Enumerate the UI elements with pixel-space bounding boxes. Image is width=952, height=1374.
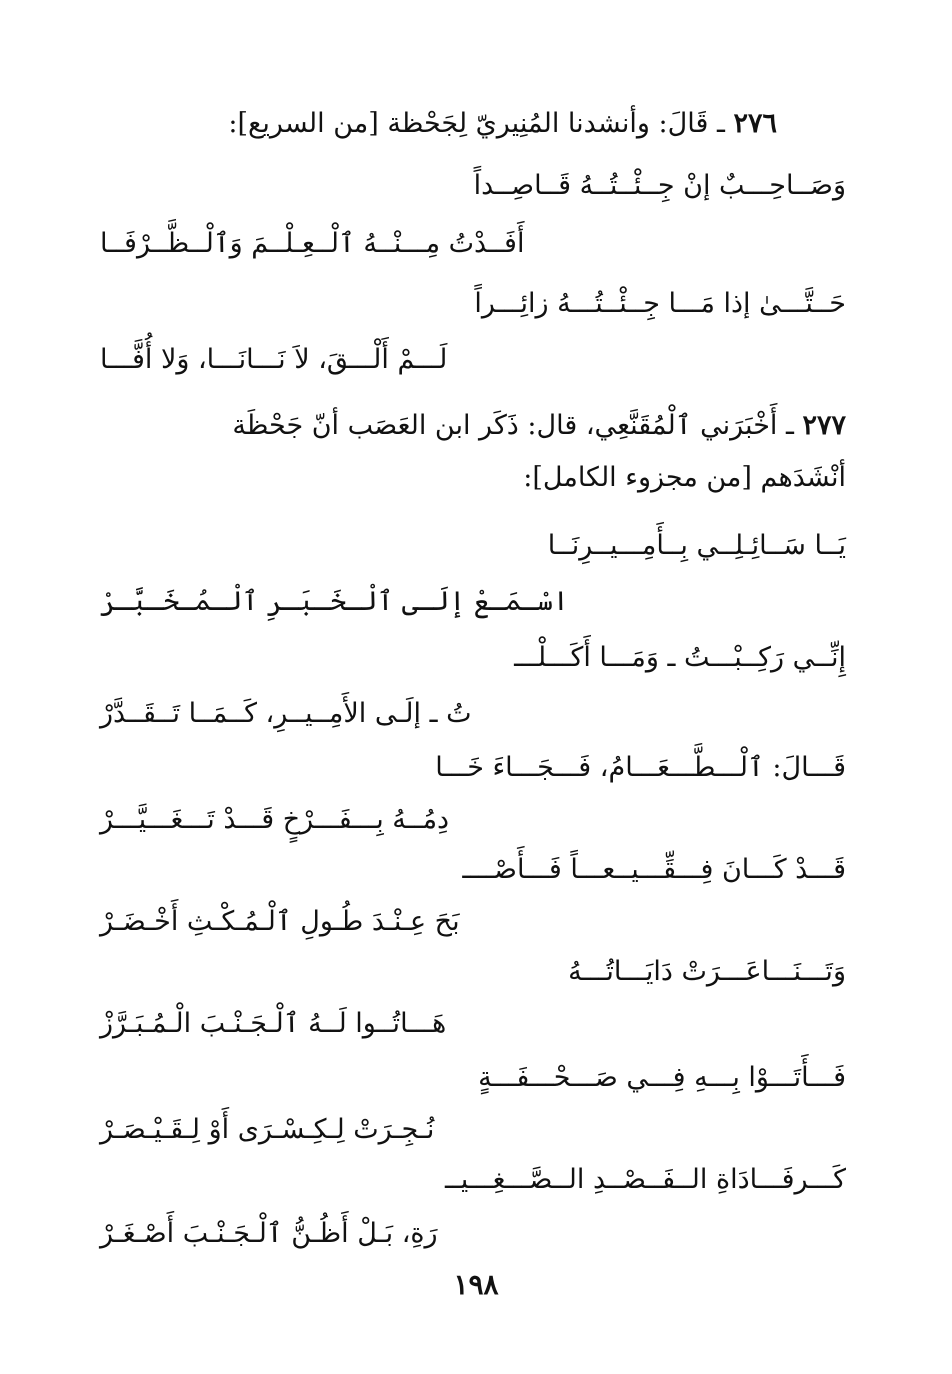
verse-276-1: وَصَــاحِـــبٌ إنْ جِــئْــتُــهُ قَــاصِــداً	[473, 170, 846, 201]
verse-277-6: دِمُــهُ بِـــفَـــرْخٍ قَـــدْ تَـــغَـــيَّـــرْ	[100, 804, 450, 835]
verse-277-5: قَـــالَ: ٱلْـــطَّـــعَـــامُ، فَـــجَـــاءَ خَـــا	[435, 752, 846, 783]
verse-276-4: لَـــمْ أَلْـــقَ، لاَ نَـــانَـــا، وَلا أُفَّـــا	[100, 344, 448, 375]
verse-277-1: يَــا سَــائِـلِــي بِــأَمِـــيــرِنَــا	[547, 530, 846, 561]
verse-277-10: هَـــاتُــوا لَــهُ ٱلْـجَـنْـبَ الْـمُـبَـرَّزْ	[100, 1008, 447, 1039]
verse-276-3: حَــتَّـــىٰ إذا مَـــا جِــئْــتُـــهُ زائِـــراً	[474, 288, 846, 319]
page-number: ١٩٨	[453, 1268, 499, 1301]
entry-276-text: ـ قَالَ: وأنشدنا المُنِيريّ لِجَحْظة [من السريع]:	[228, 108, 725, 139]
entry-276-number: ٢٧٦	[733, 108, 777, 139]
entry-276-heading	[228, 104, 777, 144]
entry-277-line2: أنْشَدَهم [من مجزوء الكامل]:	[523, 462, 846, 493]
verse-277-9: وَتَـــنَـــاعَـــرَتْ دَايَـــاتُـــهُ	[568, 956, 846, 987]
verse-277-7: قَـــدْ كَـــانَ فِـــقِّـــيــعـــاً فَـــأَصْــــ	[462, 854, 846, 885]
entry-277-line1: ـ أَخْبَرَني ٱلْمُقَنَّعِي، قال: ذَكَر ابن العَصَب أنّ جَحْظَة	[232, 410, 794, 441]
verse-277-8: بَحَ عِـنْـدَ طُـولِ ٱلْـمُـكْـثِ أَخْـضَـرْ	[100, 906, 460, 937]
verse-276-2: أَفَــدْتُ مِـــنْــهُ ٱلْــعِـلْــمَ وَٱلْــظَّــرْفَــا	[100, 228, 525, 259]
verse-277-11: فَـــأَتَـــوْا بِـــهِ فِـــي صَـــحْـــفَـــةٍ	[478, 1062, 846, 1093]
verse-277-14: رَةِ، بَـلْ أَظُـنُّ ٱلْـجَـنْـبَ أَصْـغَـرْ	[100, 1218, 438, 1249]
verse-277-3: إِنِّــي رَكِــبْـــتُ ـ وَمَـــا أَكَـــلْـــ	[514, 642, 846, 673]
entry-277-heading	[100, 406, 846, 446]
verse-277-13: كَـــرفَـــادَاةِ الــفَــصْــدِ الــصَّـــغِـــيــ	[444, 1164, 846, 1195]
verse-277-2: اسْـمَـعْ إلَـى ٱلْـخَـبَـرِ ٱلْـمُـخَـبَّـرْ	[100, 586, 569, 617]
verse-277-12: نُـجِـرَتْ لِـكِـسْـرَى أَوْ لِـقَـيْـصَـرْ	[100, 1114, 435, 1145]
entry-277-number: ٢٧٧	[802, 410, 846, 441]
verse-277-4: تُ ـ إلَـى الأَمِــيــرِ، كَــمَــا تَــقَــدَّرْ	[100, 698, 472, 729]
